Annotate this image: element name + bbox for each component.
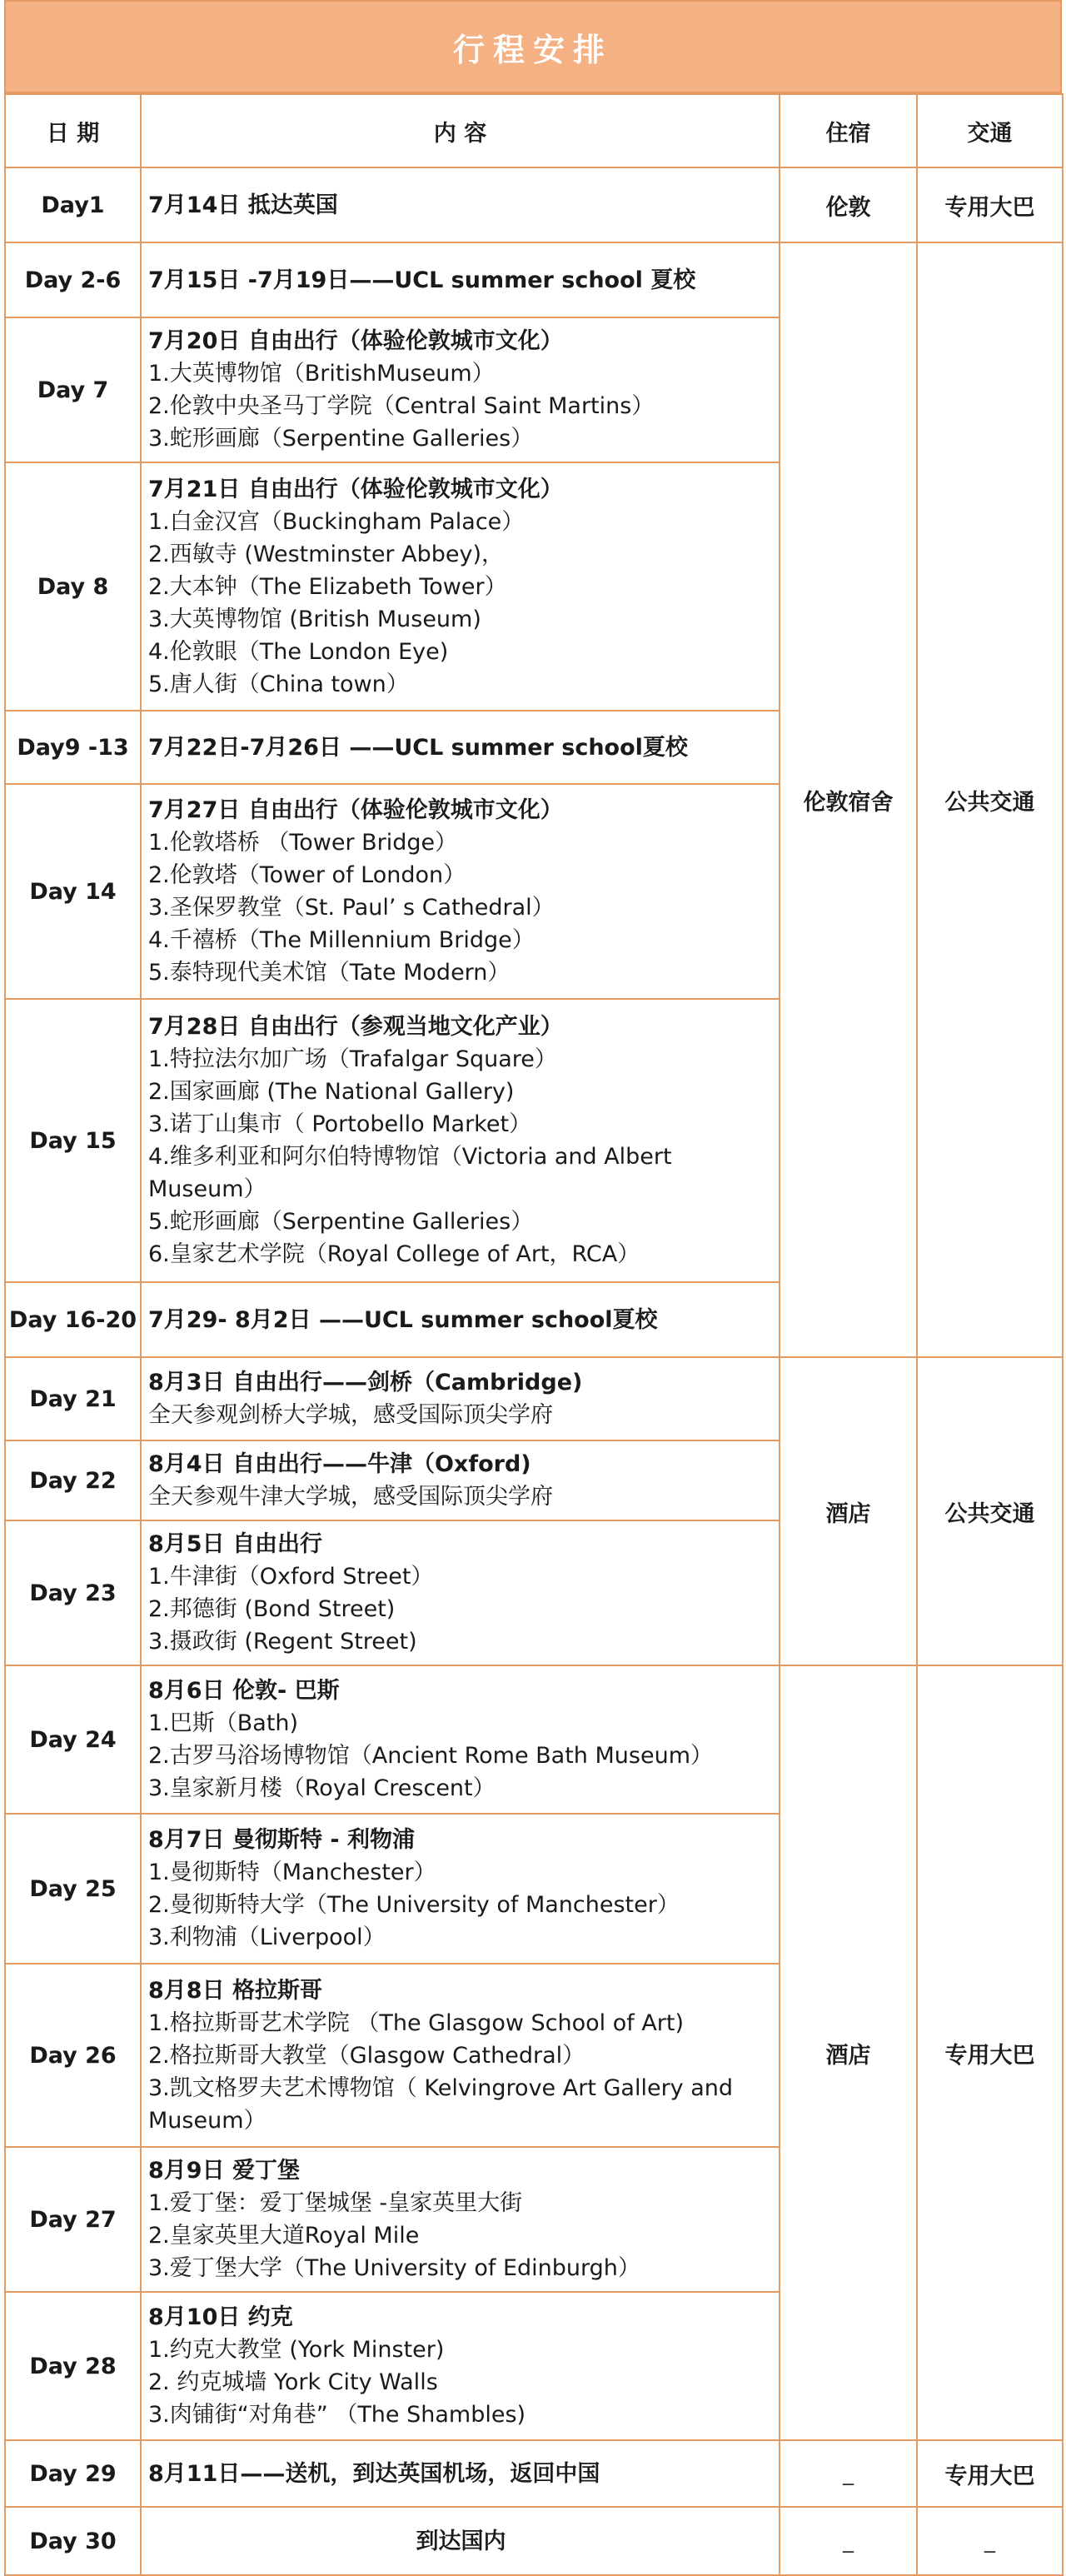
content-line: 3.大英博物馆 (British Museum): [148, 606, 481, 632]
transport-cell: 公共交通: [917, 1357, 1063, 1665]
content-line: 3.爱丁堡大学（The University of Edinburgh）: [148, 2255, 640, 2281]
day-cell: Day 15: [5, 999, 141, 1282]
content-line: 4.伦敦眼（The London Eye): [148, 638, 449, 665]
content-cell: [141, 317, 780, 462]
content-title: 到达国内: [416, 2528, 506, 2554]
content-title: 8月11日——送机，到达英国机场，返回中国: [148, 2460, 600, 2487]
transport-cell: 专用大巴: [917, 2440, 1063, 2507]
content-cell: [141, 1665, 780, 1814]
header-content: 内 容: [141, 94, 780, 167]
content-cell: [141, 1814, 780, 1964]
content-line: 1.曼彻斯特（Manchester）: [148, 1860, 436, 1885]
content-line: 3.凯文格罗夫艺术博物馆（ Kelvingrove Art Gallery and Museum）: [148, 2074, 734, 2134]
content-cell: [141, 2292, 780, 2440]
content-title: 8月9日 爱丁堡: [148, 2158, 300, 2184]
content-line: 2.曼彻斯特大学（The University of Manchester）: [148, 1892, 680, 1918]
content-line: 4.千禧桥（The Millennium Bridge）: [148, 927, 535, 953]
content-line: 3.摄政街 (Regent Street): [148, 1629, 417, 1655]
content-line: 1.约克大教堂 (York Minster): [148, 2337, 445, 2363]
content-cell: [141, 1964, 780, 2147]
content-line: 1.特拉法尔加广场（Trafalgar Square）: [148, 1046, 557, 1072]
day-cell: Day 24: [5, 1665, 141, 1814]
lodging-cell: 伦敦宿舍: [780, 242, 917, 1357]
transport-cell: 专用大巴: [917, 167, 1063, 242]
content-line: 2.伦敦中央圣马丁学院（Central Saint Martins）: [148, 393, 655, 419]
itinerary-table: [4, 93, 1064, 2576]
transport-cell: 公共交通: [917, 242, 1063, 1357]
content-line: 5.唐人街（China town）: [148, 671, 409, 697]
content-line: 1.大英博物馆（BritishMuseum）: [148, 361, 495, 387]
transport-cell: 专用大巴: [917, 1665, 1063, 2440]
content-cell: [141, 2147, 780, 2292]
content-cell: [141, 1520, 780, 1665]
header-date: 日 期: [5, 94, 141, 167]
content-line: 6.皇家艺术学院（Royal College of Art，RCA）: [148, 1241, 640, 1267]
day-cell: Day 23: [5, 1520, 141, 1665]
day-cell: Day 14: [5, 784, 141, 999]
day-cell: Day 26: [5, 1964, 141, 2147]
content-line: 2.大本钟（The Elizabeth Tower）: [148, 573, 507, 600]
content-line: 2.皇家英里大道Royal Mile: [148, 2223, 420, 2249]
day-cell: Day 25: [5, 1814, 141, 1964]
lodging-cell: _: [780, 2440, 917, 2507]
content-title: 7月29- 8月2日 ——UCL summer school夏校: [148, 1306, 658, 1333]
content-line: 1.牛津街（Oxford Street）: [148, 1564, 434, 1590]
content-title: 8月8日 格拉斯哥: [148, 1977, 322, 2004]
content-line: 3.肉铺街“对角巷” （The Shambles): [148, 2402, 526, 2428]
day-cell: Day 27: [5, 2147, 141, 2292]
content-title: 7月20日 自由出行（体验伦敦城市文化）: [148, 328, 563, 354]
table-row: [5, 242, 1063, 317]
day-cell: Day 16-20: [5, 1282, 141, 1357]
content-cell: [141, 2440, 780, 2507]
day-cell: Day 29: [5, 2440, 141, 2507]
content-line: 1.巴斯（Bath): [148, 1710, 299, 1736]
content-line: 2.格拉斯哥大教堂（Glasgow Cathedral）: [148, 2042, 585, 2069]
day-cell: Day1: [5, 167, 141, 242]
content-title: 8月6日 伦敦- 巴斯: [148, 1678, 340, 1704]
itinerary-rows: [5, 167, 1063, 2575]
lodging-cell: _: [780, 2507, 917, 2575]
header-row: [5, 94, 1063, 167]
content-line: 3.利物浦（Liverpool）: [148, 1925, 386, 1950]
content-line: 全天参观剑桥大学城，感受国际顶尖学府: [148, 1402, 553, 1428]
table-row: [5, 2440, 1063, 2507]
content-line: 4.维多利亚和阿尔伯特博物馆（Victoria and Albert Museum）: [148, 1144, 672, 1202]
content-title: 8月3日 自由出行——剑桥（Cambridge): [148, 1370, 583, 1395]
content-title: 8月4日 自由出行——牛津（Oxford): [148, 1451, 531, 1477]
content-line: 3.皇家新月楼（Royal Crescent）: [148, 1775, 496, 1801]
content-line: 5.蛇形画廊（Serpentine Galleries）: [148, 1209, 534, 1235]
content-line: 2.伦敦塔（Tower of London）: [148, 862, 466, 888]
content-line: 2.邦德街 (Bond Street): [148, 1596, 396, 1622]
day-cell: Day9 -13: [5, 711, 141, 784]
day-cell: Day 2-6: [5, 242, 141, 317]
content-title: 7月28日 自由出行（参观当地文化产业）: [148, 1014, 563, 1040]
content-line: 全天参观牛津大学城，感受国际顶尖学府: [148, 1484, 553, 1510]
header-lodging: 住宿: [780, 94, 917, 167]
content-line: 2.国家画廊 (The National Gallery): [148, 1079, 515, 1105]
day-cell: Day 22: [5, 1440, 141, 1520]
content-cell: [141, 711, 780, 784]
day-cell: Day 30: [5, 2507, 141, 2575]
content-cell: [141, 999, 780, 1282]
itinerary-sheet: [4, 0, 1062, 2576]
content-line: 1.白金汉宫（Buckingham Palace）: [148, 508, 525, 535]
content-title: 8月7日 曼彻斯特 - 利物浦: [148, 1827, 415, 1853]
content-line: 2.古罗马浴场博物馆（Ancient Rome Bath Museum）: [148, 1743, 713, 1769]
content-line: 1.格拉斯哥艺术学院 （The Glasgow School of Art): [148, 2009, 685, 2036]
content-line: 1.伦敦塔桥 （Tower Bridge）: [148, 830, 458, 856]
content-title: 8月5日 自由出行: [148, 1531, 322, 1557]
content-title: 7月14日 抵达英国: [148, 192, 338, 218]
content-title: 7月15日 -7月19日——UCL summer school 夏校: [148, 267, 696, 293]
content-line: 3.诺丁山集市（ Portobello Market）: [148, 1111, 532, 1137]
lodging-cell: 酒店: [780, 1665, 917, 2440]
page-title: 行程安排: [4, 0, 1062, 93]
content-cell: [141, 1357, 780, 1440]
table-row: [5, 167, 1063, 242]
content-cell: [141, 167, 780, 242]
day-cell: Day 8: [5, 462, 141, 711]
content-cell: [141, 462, 780, 711]
content-title: 7月22日-7月26日 ——UCL summer school夏校: [148, 734, 688, 761]
content-title: 8月10日 约克: [148, 2304, 293, 2330]
content-line: 2.西敏寺 (Westminster Abbey)，: [148, 541, 504, 567]
lodging-cell: 伦敦: [780, 167, 917, 242]
table-row: [5, 1357, 1063, 1440]
content-line: 3.圣保罗教堂（St. Paul’ s Cathedral）: [148, 895, 555, 921]
content-cell: [141, 1440, 780, 1520]
day-cell: Day 21: [5, 1357, 141, 1440]
day-cell: Day 28: [5, 2292, 141, 2440]
content-line: 5.泰特现代美术馆（Tate Modern）: [148, 960, 511, 986]
content-line: 1.爱丁堡：爱丁堡城堡 -皇家英里大街: [148, 2190, 523, 2216]
lodging-cell: 酒店: [780, 1357, 917, 1665]
table-row: [5, 1665, 1063, 1814]
content-cell: [141, 784, 780, 999]
transport-cell: _: [917, 2507, 1063, 2575]
content-line: 3.蛇形画廊（Serpentine Galleries）: [148, 426, 534, 452]
content-cell: [141, 1282, 780, 1357]
day-cell: Day 7: [5, 317, 141, 462]
content-title: 7月27日 自由出行（体验伦敦城市文化）: [148, 797, 563, 823]
content-title: 7月21日 自由出行（体验伦敦城市文化）: [148, 476, 563, 502]
content-cell: [141, 242, 780, 317]
content-line: 2. 约克城墙 York City Walls: [148, 2369, 438, 2395]
header-transport: 交通: [917, 94, 1063, 167]
